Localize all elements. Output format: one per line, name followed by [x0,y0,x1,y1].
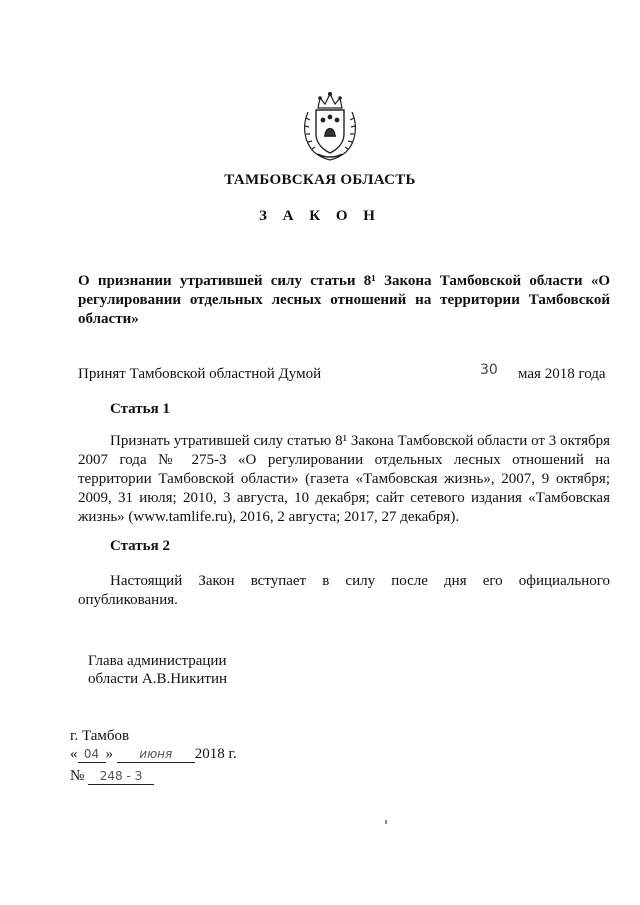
article-1-text [78,432,610,527]
article-1-heading: Статья 1 [110,401,170,417]
adoption-day: 30 [480,362,498,378]
article-2-text [78,572,610,610]
article-1-text-content: Признать утратившей силу статью 8¹ Закона Тамбовской области от 3 октября 2007 года № 275-З «О регулировании отдельных лесных отношений на территории Тамбовской области» (газета «Тамбовская жизнь», 2007, 9 октября; 2009, 31 июля; 2010, 3 августа, 10 декабря; сайт сетевого издания «Тамбовская жизнь» (www.tamlife.ru), 2016, 2 августа; 2017, 27 декабря). [78,433,610,525]
adoption-date: мая 2018 года [518,366,606,382]
adoption-statement: Принят Тамбовской областной Думой [78,366,322,382]
number-sign: № [70,768,85,784]
law-number: 248 - З [88,769,154,785]
signing-city: г. Тамбов [70,728,130,744]
signature-position: Глава администрации [88,653,227,669]
signing-month: июня [117,747,195,763]
law-number-line [70,768,154,785]
signing-date [70,746,237,763]
signing-day: 04 [78,747,106,763]
law-title: О признании утратившей силу статьи 8¹ Закона Тамбовской области «О регулировании отдельных лесных отношений на территории Тамбовской области» [78,273,610,327]
signing-year: 2018 г. [194,746,237,762]
date-close-quote: » [105,746,113,762]
date-open-quote: « [70,746,78,762]
coat-of-arms-emblem [298,90,362,162]
article-2-heading: Статья 2 [110,538,170,554]
signature-name: области А.В.Никитин [88,671,228,687]
document-type: З А К О Н [259,208,381,224]
article-2-text-content: Настоящий Закон вступает в силу после дня его официального опубликования. [78,573,610,608]
region-name: ТАМБОВСКАЯ ОБЛАСТЬ [224,172,416,188]
scan-speck [385,820,387,824]
signature-block [88,652,227,688]
